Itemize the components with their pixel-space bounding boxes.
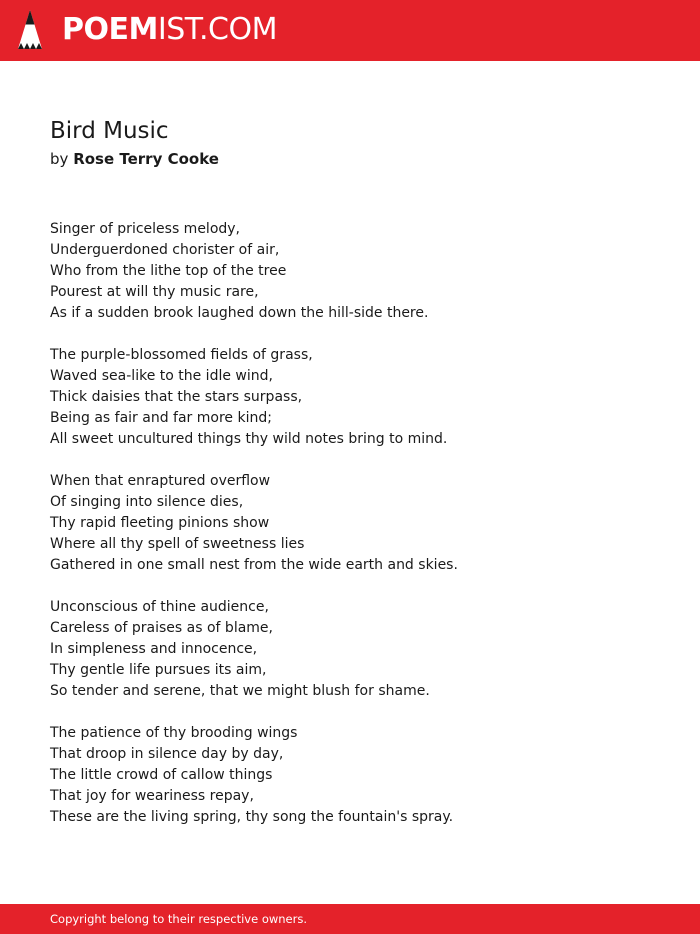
- poem-stanza: [50, 219, 670, 324]
- poem-line: Thy gentle life pursues its aim,: [50, 662, 267, 678]
- copyright-notice: Copyright belong to their respective owners.: [50, 912, 308, 926]
- poem-line: Pourest at will thy music rare,: [50, 284, 259, 300]
- poem-line: Who from the lithe top of the tree: [50, 263, 287, 279]
- poem-line: Of singing into silence dies,: [50, 494, 244, 510]
- poem-line: Being as fair and far more kind;: [50, 410, 272, 426]
- poem-stanza: [50, 471, 670, 576]
- brand-bold-part: POEM: [62, 12, 158, 47]
- site-footer: [0, 904, 700, 934]
- poem-stanza: [50, 723, 670, 828]
- poem-line: The purple-blossomed fields of grass,: [50, 347, 313, 363]
- poem-line: Where all thy spell of sweetness lies: [50, 536, 305, 552]
- poem-line: Gathered in one small nest from the wide earth and skies.: [50, 557, 458, 573]
- brand-light-part: IST.COM: [157, 12, 277, 47]
- poem-line: Thy rapid fleeting pinions show: [50, 515, 270, 531]
- poem-line: That droop in silence day by day,: [50, 746, 284, 762]
- poem-line: The patience of thy brooding wings: [50, 725, 298, 741]
- poem-line: So tender and serene, that we might blush for shame.: [50, 683, 430, 699]
- site-logo-text[interactable]: [62, 12, 277, 48]
- poem-line: Singer of priceless melody,: [50, 221, 241, 237]
- poem-line: Underguerdoned chorister of air,: [50, 242, 280, 258]
- by-label: by: [50, 150, 69, 168]
- poem-stanza: [50, 345, 670, 450]
- poem-title: Bird Music: [50, 118, 169, 144]
- pencil-tip-icon[interactable]: [16, 9, 44, 51]
- poem-author: Rose Terry Cooke: [73, 150, 219, 168]
- poem-line: In simpleness and innocence,: [50, 641, 258, 657]
- poem-line: All sweet uncultured things thy wild notes bring to mind.: [50, 431, 448, 447]
- poem-byline: [50, 149, 219, 169]
- poem-line: The little crowd of callow things: [50, 767, 273, 783]
- poem-line: Careless of praises as of blame,: [50, 620, 273, 636]
- poem-line: These are the living spring, thy song the fountain's spray.: [50, 809, 454, 825]
- poem-line: When that enraptured overflow: [50, 473, 271, 489]
- poem-line: As if a sudden brook laughed down the hill-side there.: [50, 305, 429, 321]
- poem-line: Unconscious of thine audience,: [50, 599, 269, 615]
- poem-line: That joy for weariness repay,: [50, 788, 254, 804]
- poem-line: Waved sea-like to the idle wind,: [50, 368, 273, 384]
- poem-body: [50, 219, 670, 849]
- poem-stanza: [50, 597, 670, 702]
- site-header: [0, 0, 700, 61]
- poem-line: Thick daisies that the stars surpass,: [50, 389, 303, 405]
